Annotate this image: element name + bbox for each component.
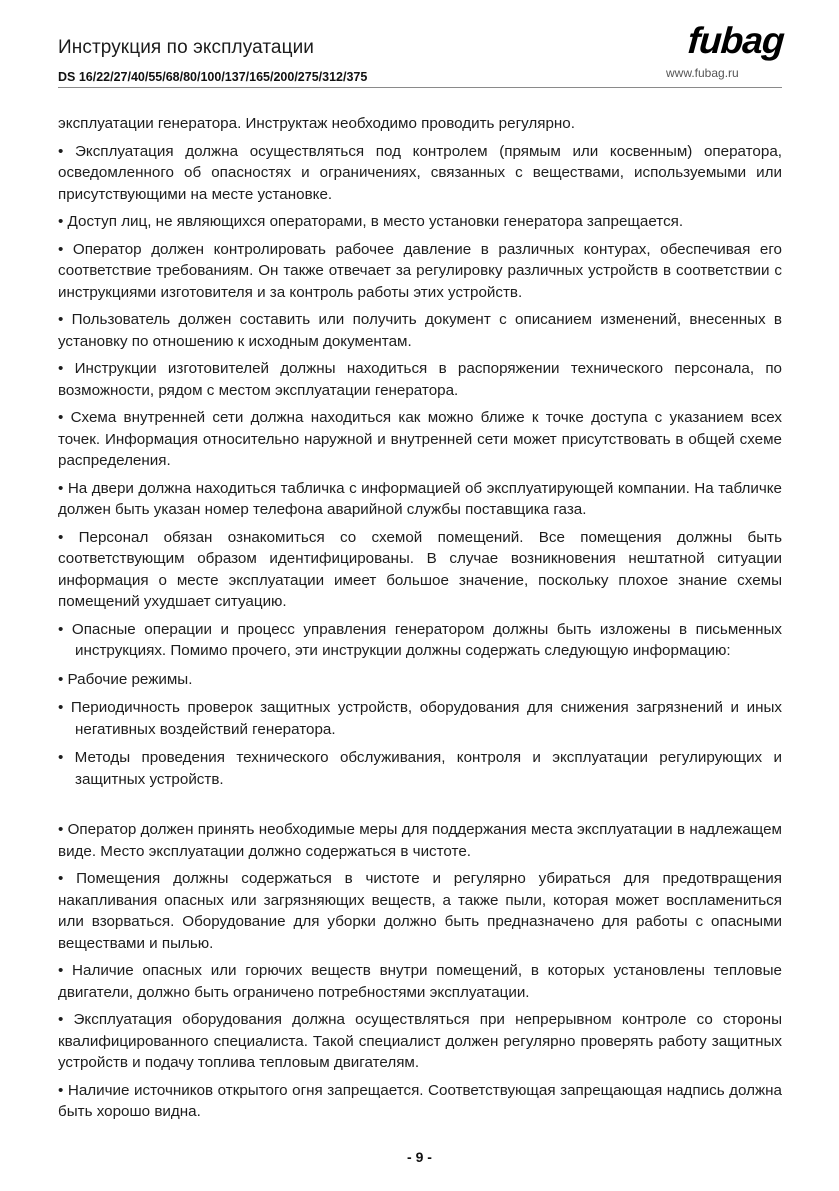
paragraph: • Инструкции изготовителей должны находиться в распоряжении технического персонала, по возможности, рядом с местом эксплуатации генератора. (58, 360, 782, 399)
section-spacer (58, 797, 782, 819)
document-title: Инструкция по эксплуатации (58, 37, 315, 58)
fubag-logo: fubag (686, 20, 786, 61)
paragraph: • Помещения должны содержаться в чистоте и регулярно убираться для предотвращения накапливания опасных или загрязняющих веществ, а также пыли, которая может воспламениться или взорваться. Оборудование для уборки должно быть предназначено для работы с опасными веществами и пылью. (58, 870, 782, 952)
paragraph: • Оператор должен контролировать рабочее давление в различных контурах, обеспечивая его соответствие требованиям. Он также отвечает за регулировку различных устройств в соответствии с инструкциями изготовителя и за контроль работы этих устройств. (58, 240, 782, 301)
list-item: • Методы проведения технического обслуживания, контроля и эксплуатации регулирующих и защитных устройств. (58, 749, 782, 788)
paragraph: • Пользователь должен составить или получить документ с описанием изменений, внесенных в установку по отношению к исходным документам. (58, 311, 782, 350)
body-text (58, 113, 782, 1129)
paragraph: • Наличие опасных или горючих веществ внутри помещений, в которых установлены тепловые двигатели, должно быть ограничено потребностями эксплуатации. (58, 962, 782, 1001)
paragraph: • На двери должна находиться табличка с информацией об эксплуатирующей компании. На табличке должен быть указан номер телефона аварийной службы поставщика газа. (58, 479, 782, 518)
paragraph: • Эксплуатация оборудования должна осуществляться при непрерывном контроле со стороны квалифицированного специалиста. Такой специалист должен регулярно проверять работу защитных устройств и подачу топлива тепловым двигателям. (58, 1011, 782, 1071)
website-url: www.fubag.ru (666, 66, 739, 80)
page-number: - 9 - (407, 1149, 432, 1165)
paragraph: • Персонал обязан ознакомиться со схемой помещений. Все помещения должны быть соответствующим образом идентифицированы. В случае возникновения нештатной ситуации информация о месте эксплуатации имеет большое значение, поскольку плохое знание схемы помещений ухудшает ситуацию. (58, 528, 782, 610)
paragraph: • Схема внутренней сети должна находиться как можно ближе к точке доступа с указанием всех точек. Информация относительно наружной и внутренней сети может присутствовать в общей схеме распределения. (58, 409, 782, 469)
paragraph: • Оператор должен принять необходимые меры для поддержания места эксплуатации в надлежащем виде. Место эксплуатации должно содержаться в чистоте. (58, 821, 782, 860)
paragraph: • Доступ лиц, не являющихся операторами, в место установки генератора запрещается. (58, 213, 684, 230)
paragraph: • Эксплуатация должна осуществляться под контролем (прямым или косвенным) оператора, осведомленного об опасностях и ограничениях, связанных с веществами, используемыми или присутствующими на месте установке. (58, 142, 782, 203)
list-item: • Рабочие режимы. (58, 670, 193, 688)
header-divider (58, 87, 782, 88)
paragraph: • Наличие источников открытого огня запрещается. Соответствующая запрещающая надпись должна быть хорошо видна. (58, 1081, 782, 1120)
list-item: • Периодичность проверок защитных устройств, оборудования для снижения загрязнений и иных негативных воздействий генератора. (58, 699, 782, 738)
model-list: DS 16/22/27/40/55/68/80/100/137/165/200/275/312/375 (58, 70, 368, 84)
list-item: • Опасные операции и процесс управления генератором должны быть изложены в письменных инструкциях. Помимо прочего, эти инструкции должны содержать следующую информацию: (58, 620, 782, 659)
continuation-line: эксплуатации генератора. Инструктаж необходимо проводить регулярно. (58, 115, 575, 132)
